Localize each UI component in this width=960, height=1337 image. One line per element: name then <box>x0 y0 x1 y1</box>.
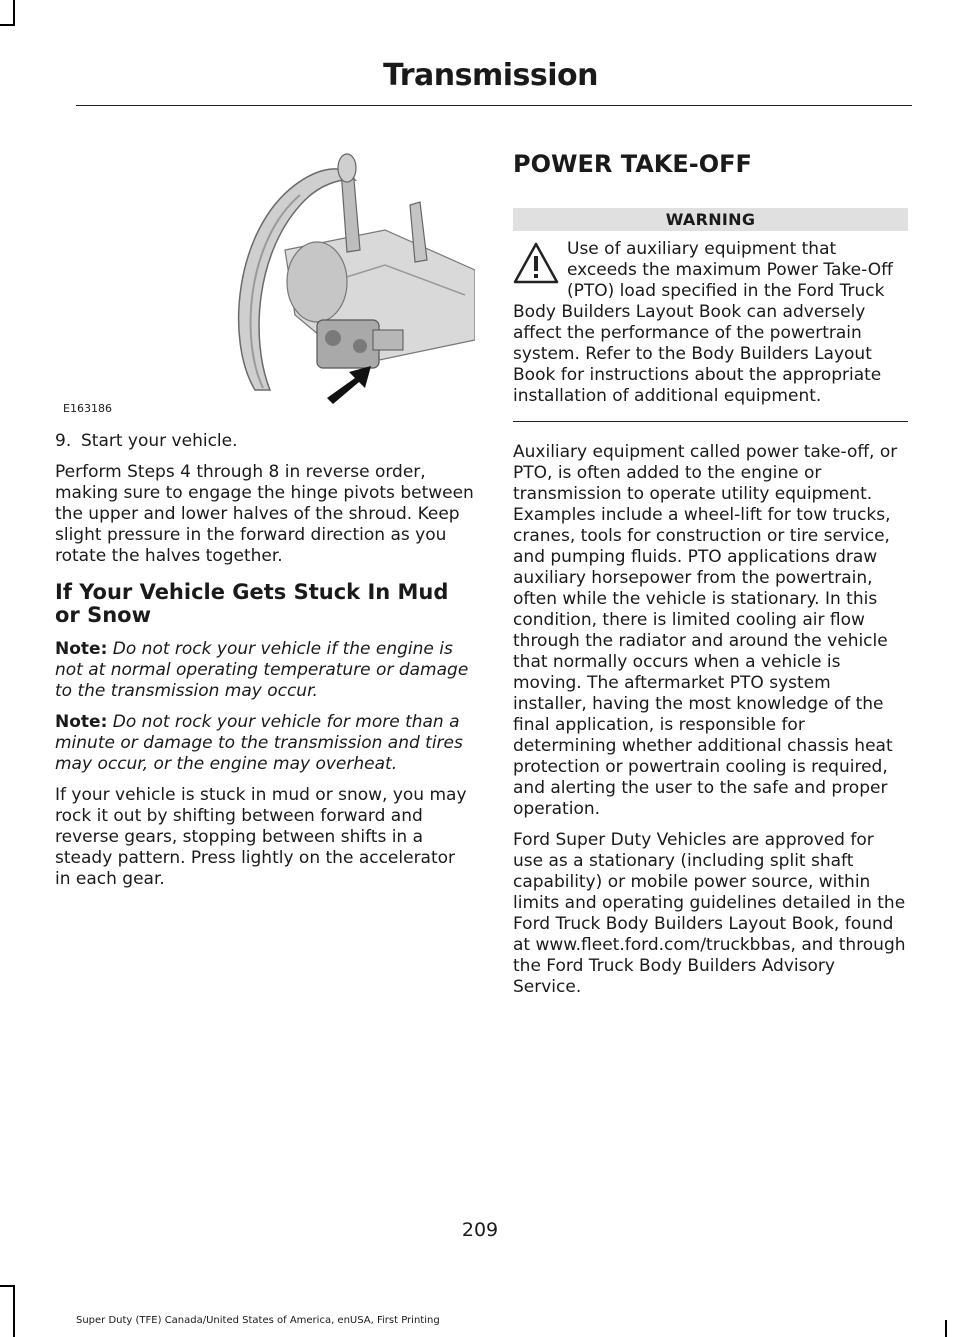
warning-triangle-icon <box>513 241 559 285</box>
footer-text: Super Duty (TFE) Canada/United States of America, enUSA, First Printing <box>76 1315 440 1326</box>
section-heading: If Your Vehicle Gets Stuck In Mud or Snow <box>55 580 449 627</box>
note <box>55 639 475 702</box>
paragraph: If your vehicle is stuck in mud or snow, you may rock it out by shifting between forward and reverse gears, stopping between shifts in a steady pattern. Press lightly on the accelerator in each gear. <box>55 785 467 889</box>
page-title: Transmission <box>383 58 598 93</box>
note-text: Do not rock your vehicle for more than a minute or damage to the transmission and tires may occur, or the engine may overheat. <box>55 712 463 774</box>
note-text: Do not rock your vehicle if the engine is not at normal operating temperature or damage to the transmission may occur. <box>55 639 469 701</box>
paragraph: Ford Super Duty Vehicles are approved for use as a stationary (including split shaft capability) or mobile power source, within limits and operating guidelines detailed in the Ford Truck Body Builders Layout Book, found at www.fleet.ford.com/truckbbas, and through the Ford Truck Body Builders Advisory Service. <box>513 830 906 997</box>
crop-mark <box>13 1285 15 1337</box>
page-number: 209 <box>461 1219 499 1241</box>
header-divider <box>76 105 912 106</box>
step-text: Start your vehicle. <box>81 431 238 451</box>
warning-box <box>513 239 908 407</box>
note-label: Note: <box>55 639 108 659</box>
note-label: Note: <box>55 712 108 732</box>
left-column <box>55 140 475 900</box>
section-heading: POWER TAKE-OFF <box>513 150 752 178</box>
paragraph: Perform Steps 4 through 8 in reverse order, making sure to engage the hinge pivots between the upper and lower halves of the shroud. Keep slight pressure in the forward direction as you rotate the halves together. <box>55 462 474 566</box>
paragraph: Auxiliary equipment called power take-off, or PTO, is often added to the engine or transmission to operate utility equipment. Examples include a wheel-lift for tow trucks, cranes, tools for construction or tire service, and pumping fluids. PTO applications draw auxiliary horsepower from the powertrain, often while the vehicle is stationary. In this condition, there is limited cooling air flow through the radiator and around the vehicle that normally occurs when a vehicle is moving. The aftermarket PTO system installer, having the most knowledge of the final application, is responsible for determining whether additional chassis heat protection or powertrain cooling is required, and alerting the user to the safe and proper operation. <box>513 442 898 819</box>
step-number: 9. <box>55 431 72 451</box>
crop-mark <box>0 1285 15 1287</box>
warning-divider <box>513 421 908 422</box>
crop-mark <box>0 24 15 26</box>
warning-label: WARNING <box>513 208 908 231</box>
steering-column-figure <box>55 140 475 425</box>
crop-mark <box>945 1320 947 1337</box>
right-column <box>513 140 908 1008</box>
steering-column-illustration <box>55 140 475 425</box>
figure-code: E163186 <box>63 402 112 415</box>
warning-text: Use of auxiliary equipment that exceeds the maximum Power Take-Off (PTO) load specified in the Ford Truck Body Builders Layout Book can adversely affect the performance of the powertrain system. Refer to the Body Builders Layout Book for instructions about the appropriate installation of additional equipment. <box>513 239 893 406</box>
crop-mark <box>13 0 15 26</box>
note <box>55 712 475 775</box>
step-9 <box>55 431 475 452</box>
